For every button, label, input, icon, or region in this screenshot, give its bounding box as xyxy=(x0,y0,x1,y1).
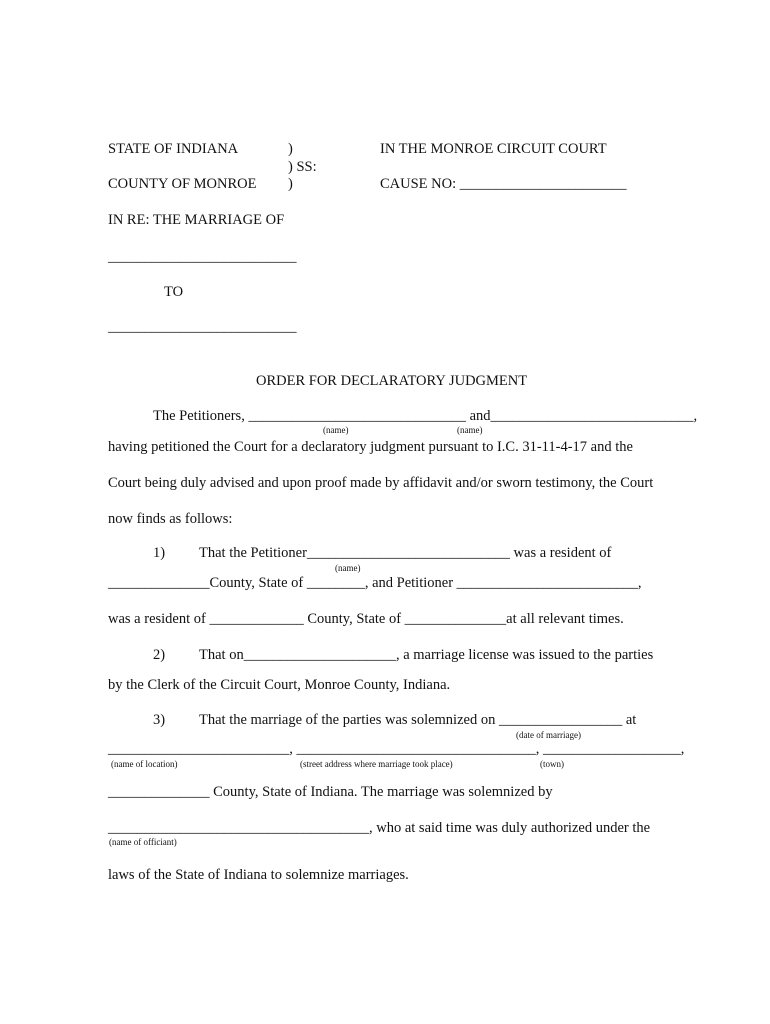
field-caption-street: (street address where marriage took place) xyxy=(300,759,453,769)
intro-line-4: now finds as follows: xyxy=(108,511,233,527)
finding1-line-2: ______________County, State of ________, and Petitioner _________________________, xyxy=(108,575,642,591)
field-caption-name: (name) xyxy=(323,425,349,435)
field-caption-town: (town) xyxy=(540,759,564,769)
field-caption-location: (name of location) xyxy=(111,759,178,769)
field-caption-officiant: (name of officiant) xyxy=(109,837,177,847)
party1-blank: __________________________ xyxy=(108,249,297,265)
finding3-line-4: ____________________________________, who at said time was duly authorized under the xyxy=(108,820,651,836)
to-label: TO xyxy=(164,284,184,300)
finding-number: 1) xyxy=(153,545,166,561)
finding3-line-1: That the marriage of the parties was solemnized on _________________ at xyxy=(199,712,637,728)
field-caption-date: (date of marriage) xyxy=(516,730,581,740)
caption-ss: ) SS: xyxy=(288,159,317,175)
state-label: STATE OF INDIANA xyxy=(108,141,239,157)
caption-paren: ) xyxy=(288,141,293,157)
finding1-line-1: That the Petitioner____________________________ was a resident of xyxy=(199,545,612,561)
field-caption-name: (name) xyxy=(335,563,361,573)
intro-line-2: having petitioned the Court for a declaratory judgment pursuant to I.C. 31-11-4-17 and the xyxy=(108,439,633,455)
finding3-line-5: laws of the State of Indiana to solemnize marriages. xyxy=(108,867,409,883)
finding3-line-3: ______________ County, State of Indiana. The marriage was solemnized by xyxy=(108,784,553,800)
intro-line-3: Court being duly advised and upon proof made by affidavit and/or sworn testimony, the Court xyxy=(108,475,654,491)
county-label: COUNTY OF MONROE xyxy=(108,176,257,192)
field-caption-name: (name) xyxy=(457,425,483,435)
finding3-line-2: _________________________, _________________________________, ___________________, xyxy=(108,741,685,757)
caption-paren: ) xyxy=(288,176,293,192)
intro-line-1: The Petitioners, ______________________________ and____________________________, xyxy=(153,408,698,424)
document-title: ORDER FOR DECLARATORY JUDGMENT xyxy=(256,373,528,389)
finding-number: 2) xyxy=(153,647,166,663)
finding2-line-2: by the Clerk of the Circuit Court, Monroe County, Indiana. xyxy=(108,677,451,693)
party2-blank: __________________________ xyxy=(108,319,297,335)
finding1-line-3: was a resident of _____________ County, State of ______________at all relevant times. xyxy=(108,611,624,627)
finding2-line-1: That on_____________________, a marriage license was issued to the parties xyxy=(199,647,654,663)
finding-number: 3) xyxy=(153,712,166,728)
court-name: IN THE MONROE CIRCUIT COURT xyxy=(380,141,607,157)
cause-number: CAUSE NO: _______________________ xyxy=(380,176,627,192)
in-re-label: IN RE: THE MARRIAGE OF xyxy=(108,212,285,228)
